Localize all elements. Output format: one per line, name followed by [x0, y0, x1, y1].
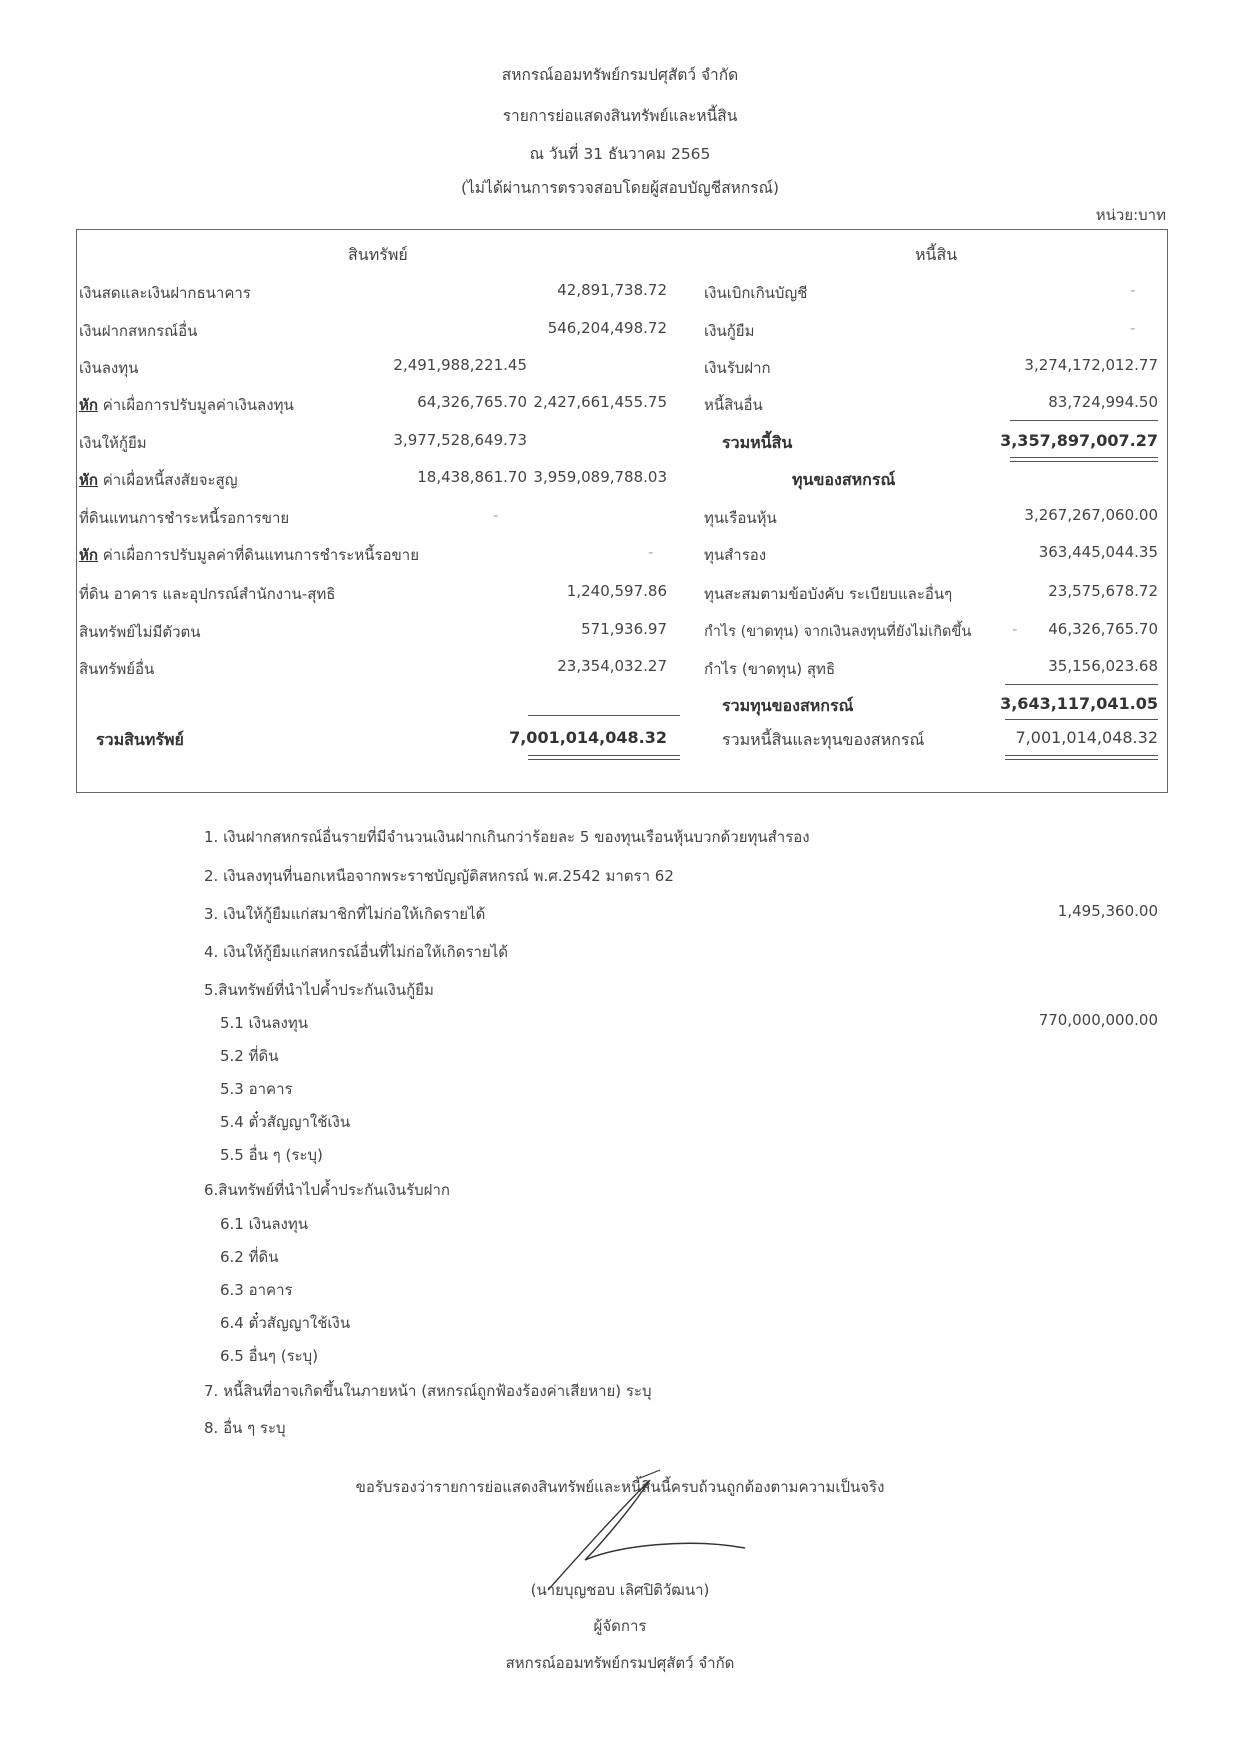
liabilities-heading: หนี้สิน [915, 245, 958, 264]
assets-heading: สินทรัพย์ [348, 245, 408, 264]
audit-note: (ไม่ได้ผ่านการตรวจสอบโดยผู้สอบบัญชีสหกรณ์) [460, 179, 780, 197]
total-equity-label: รวมทุนของสหกรณ์ [722, 696, 854, 715]
foreclosed-allowance-label: ค่าเผื่อการปรับมูลค่าที่ดินแทนการชำระหนี้รอขาย [102, 546, 419, 564]
total-liabilities-label: รวมหนี้สิน [722, 433, 793, 452]
note-2: 2. เงินลงทุนที่นอกเหนือจากพระราชบัญญัติสหกรณ์ พ.ศ.2542 มาตรา 62 [204, 867, 674, 885]
total-assets-value: 7,001,014,048.32 [509, 728, 667, 747]
share-capital-value: 3,267,267,060.00 [1024, 506, 1158, 524]
total-assets-label: รวมสินทรัพย์ [96, 730, 184, 749]
accumulated-fund-value: 23,575,678.72 [1048, 582, 1158, 600]
note-5-4: 5.4 ตั๋วสัญญาใช้เงิน [220, 1113, 351, 1131]
accumulated-fund-label: ทุนสะสมตามข้อบังคับ ระเบียบและอื่นๆ [704, 585, 953, 603]
coop-deposit-label: เงินฝากสหกรณ์อื่น [79, 322, 198, 340]
signatory-name: (นายบุญชอบ เลิศปิติวัฒนา) [530, 1581, 710, 1599]
less-label: หัก [79, 471, 98, 489]
borrowings-label: เงินกู้ยืม [704, 322, 755, 340]
intangible-label: สินทรัพย์ไม่มีตัวตน [79, 623, 201, 641]
unrealized-gain-label: กำไร (ขาดทุน) จากเงินลงทุนที่ยังไม่เกิดขึ้น [704, 624, 972, 640]
ppe-value: 1,240,597.86 [566, 582, 667, 600]
grand-total-value: 7,001,014,048.32 [1015, 728, 1158, 747]
reserve-label: ทุนสำรอง [704, 546, 767, 564]
grand-total-label: รวมหนี้สินและทุนของสหกรณ์ [722, 730, 925, 749]
intangible-value: 571,936.97 [581, 620, 667, 638]
other-assets-label: สินทรัพย์อื่น [79, 660, 155, 678]
other-liabilities-value: 83,724,994.50 [1048, 393, 1158, 411]
note-5-1: 5.1 เงินลงทุน [220, 1014, 308, 1032]
overdraft-dash: - [1130, 281, 1136, 299]
net-profit-label: กำไร (ขาดทุน) สุทธิ [704, 660, 836, 678]
note-6-4: 6.4 ตั๋วสัญญาใช้เงิน [220, 1314, 351, 1332]
note-6-3: 6.3 อาคาร [220, 1281, 293, 1299]
note-7: 7. หนี้สินที่อาจเกิดขึ้นในภายหน้า (สหกรณ์ถูกฟ้องร้องค่าเสียหาย) ระบุ [204, 1382, 652, 1400]
cash-label: เงินสดและเงินฝากธนาคาร [79, 284, 251, 302]
foreclosed-label: ที่ดินแทนการชำระหนี้รอการขาย [79, 509, 290, 527]
note-4: 4. เงินให้กู้ยืมแก่สหกรณ์อื่นที่ไม่ก่อให้เกิดรายได้ [204, 943, 508, 961]
unrealized-gain-value: 46,326,765.70 [1048, 620, 1158, 638]
share-capital-label: ทุนเรือนหุ้น [704, 509, 777, 527]
less-label: หัก [79, 546, 98, 564]
note-6-1: 6.1 เงินลงทุน [220, 1215, 308, 1233]
footer-org-name: สหกรณ์ออมทรัพย์กรมปศุสัตว์ จำกัด [505, 1654, 735, 1672]
overdraft-label: เงินเบิกเกินบัญชี [704, 284, 808, 302]
coop-deposit-value: 546,204,498.72 [547, 319, 667, 337]
investment-gross: 2,491,988,221.45 [393, 356, 527, 374]
loans-gross: 3,977,528,649.73 [393, 431, 527, 449]
loans-net: 3,959,089,788.03 [533, 468, 667, 486]
investment-net: 2,427,661,455.75 [533, 393, 667, 411]
unit-label: หน่วย:บาท [1095, 206, 1166, 224]
deposits-value: 3,274,172,012.77 [1024, 356, 1158, 374]
reserve-value: 363,445,044.35 [1038, 543, 1158, 561]
note-5: 5.สินทรัพย์ที่นำไปค้ำประกันเงินกู้ยืม [204, 981, 434, 999]
other-assets-value: 23,354,032.27 [557, 657, 667, 675]
cash-value: 42,891,738.72 [557, 281, 667, 299]
note-5-1-value: 770,000,000.00 [1038, 1011, 1158, 1029]
loans-allowance: 18,438,861.70 [417, 468, 527, 486]
note-5-2: 5.2 ที่ดิน [220, 1047, 279, 1065]
note-6-5: 6.5 อื่นๆ (ระบุ) [220, 1347, 319, 1365]
note-5-5: 5.5 อื่น ๆ (ระบุ) [220, 1146, 323, 1164]
borrowings-dash: - [1130, 319, 1136, 337]
deposits-label: เงินรับฝาก [704, 359, 771, 377]
note-1: 1. เงินฝากสหกรณ์อื่นรายที่มีจำนวนเงินฝากเกินกว่าร้อยละ 5 ของทุนเรือนหุ้นบวกด้วยทุนสำรอง [204, 828, 810, 846]
total-equity-value: 3,643,117,041.05 [1000, 694, 1158, 713]
foreclosed-dash: - [493, 506, 499, 524]
total-liabilities-value: 3,357,897,007.27 [1000, 431, 1158, 450]
investment-label: เงินลงทุน [79, 359, 139, 377]
note-3: 3. เงินให้กู้ยืมแก่สมาชิกที่ไม่ก่อให้เกิดรายได้ [204, 905, 486, 923]
note-3-value: 1,495,360.00 [1057, 902, 1158, 920]
investment-allowance-label: ค่าเผื่อการปรับมูลค่าเงินลงทุน [102, 396, 294, 414]
investment-allowance: 64,326,765.70 [417, 393, 527, 411]
certification-text: ขอรับรองว่ารายการย่อแสดงสินทรัพย์และหนี้สินนี้ครบถ้วนถูกต้องตามความเป็นจริง [355, 1478, 885, 1496]
loans-allowance-label: ค่าเผื่อหนี้สงสัยจะสูญ [102, 471, 238, 489]
note-6-2: 6.2 ที่ดิน [220, 1248, 279, 1266]
signatory-position: ผู้จัดการ [593, 1617, 647, 1635]
note-8: 8. อื่น ๆ ระบุ [204, 1419, 286, 1437]
note-5-3: 5.3 อาคาร [220, 1080, 293, 1098]
foreclosed-allowance-dash: - [648, 543, 654, 561]
net-profit-value: 35,156,023.68 [1048, 657, 1158, 675]
ppe-label: ที่ดิน อาคาร และอุปกรณ์สำนักงาน-สุทธิ [79, 585, 336, 603]
loans-label: เงินให้กู้ยืม [79, 434, 147, 452]
note-6: 6.สินทรัพย์ที่นำไปค้ำประกันเงินรับฝาก [204, 1181, 450, 1199]
unrealized-sign: - [1012, 620, 1018, 638]
report-title: รายการย่อแสดงสินทรัพย์และหนี้สิน [502, 107, 738, 125]
org-name: สหกรณ์ออมทรัพย์กรมปศุสัตว์ จำกัด [501, 66, 739, 84]
equity-heading: ทุนของสหกรณ์ [792, 470, 896, 489]
other-liabilities-label: หนี้สินอื่น [704, 396, 763, 414]
report-date: ณ วันที่ 31 ธันวาคม 2565 [529, 145, 711, 163]
less-label: หัก [79, 396, 98, 414]
